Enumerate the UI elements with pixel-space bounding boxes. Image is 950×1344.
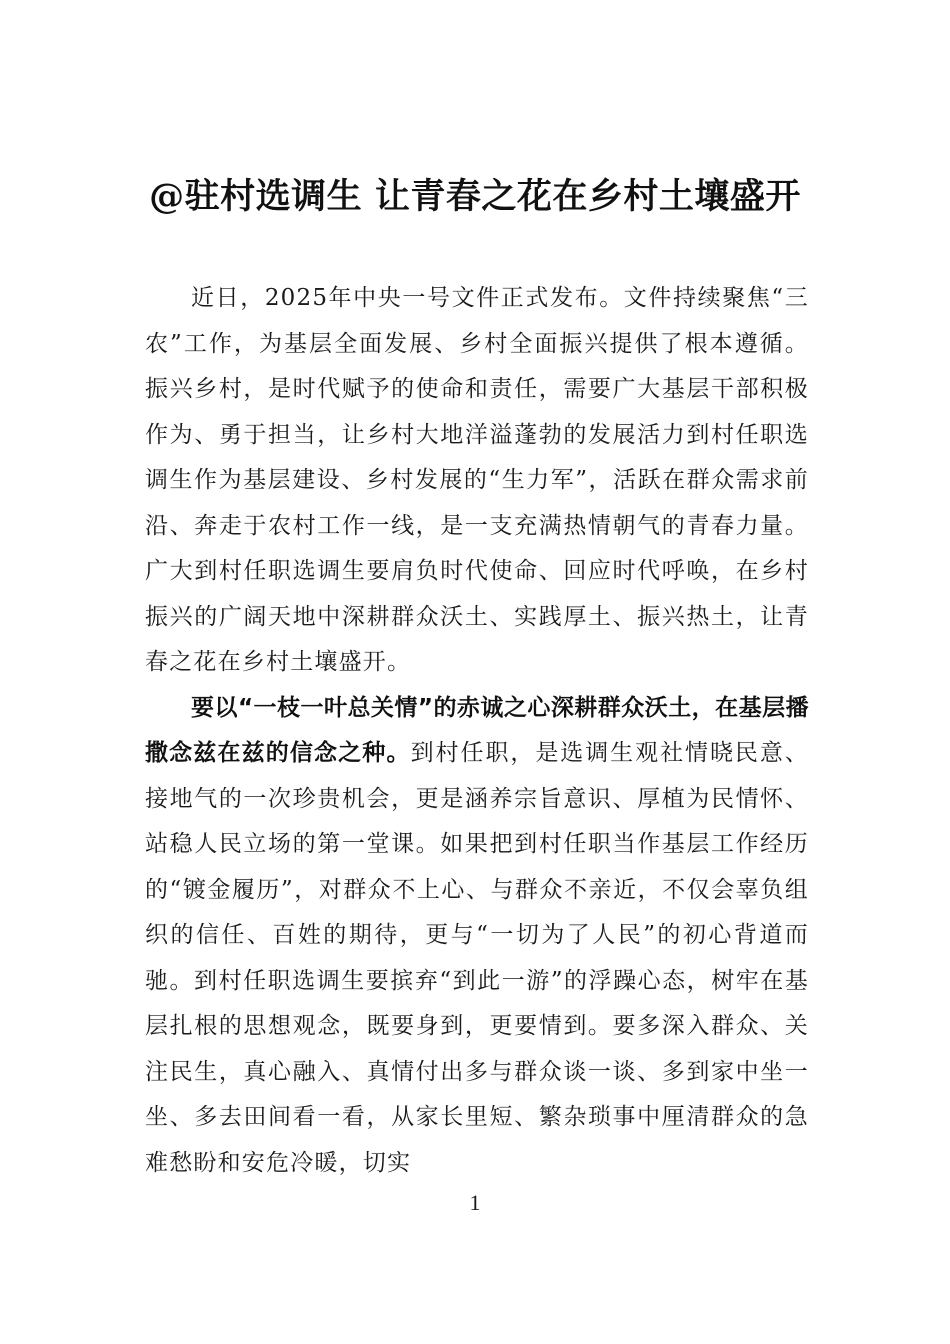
page-title: @驻村选调生 让青春之花在乡村土壤盛开 [149,176,801,217]
paragraph-2-lead-sentence: 要以“一枝一叶总关情”的赤诚之心深耕群众沃土，在基层播撒念兹在兹的信念之种。 [145,694,809,766]
paragraph-2 [145,686,809,1187]
paragraph-1 [145,276,809,686]
page-number: 1 [469,1190,481,1215]
article-body [145,276,809,1186]
paragraph-1-text: 近日，2025年中央一号文件正式发布。文件持续聚焦“三农”工作，为基层全面发展、乡村全面振兴提供了根本遵循。振兴乡村，是时代赋予的使命和责任，需要广大基层干部积极作为、勇于担当，让乡村大地洋溢蓬勃的发展活力到村任职选调生作为基层建设、乡村发展的“生力军”，活跃在群众需求前沿、奔走于农村工作一线，是一支充满热情朝气的青春力量。广大到村任职选调生要肩负时代使命、回应时代呼唤，在乡村振兴的广阔天地中深耕群众沃土、实践厚土、振兴热土，让青春之花在乡村土壤盛开。 [145,285,809,675]
paragraph-2-text: 到村任职，是选调生观社情晓民意、接地气的一次珍贵机会，更是涵养宗旨意识、厚植为民情怀、站稳人民立场的第一堂课。如果把到村任职当作基层工作经历的“镀金履历”，对群众不上心、与群众不亲近，不仅会辜负组织的信任、百姓的期待，更与“一切为了人民”的初心背道而驰。到村任职选调生要摈弃“到此一游”的浮躁心态，树牢在基层扎根的思想观念，既要身到，更要情到。要多深入群众、关注民生，真心融入、真情付出多与群众谈一谈、多到家中坐一坐、多去田间看一看，从家长里短、繁杂琐事中厘清群众的急难愁盼和安危冷暖，切实 [145,740,809,1176]
